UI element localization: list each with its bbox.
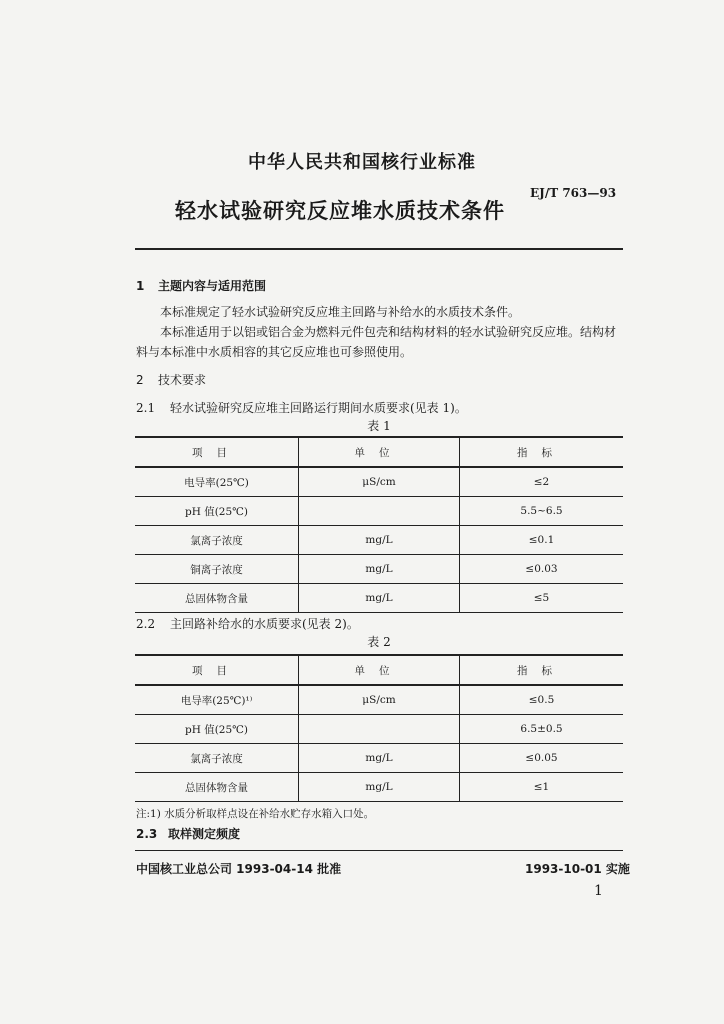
table-cell: μS/cm — [299, 685, 460, 715]
header-cell: 单位 — [299, 655, 460, 685]
table-cell — [299, 715, 460, 744]
table-row — [135, 584, 623, 613]
table-cell: 5.5~6.5 — [460, 497, 624, 526]
table-row — [135, 555, 623, 584]
table-row — [135, 467, 623, 497]
table-cell: 6.5±0.5 — [460, 715, 624, 744]
document-title: 轻水试验研究反应堆水质技术条件 — [175, 199, 505, 223]
table-cell: ≤0.05 — [460, 744, 624, 773]
section-1-para-2: 本标准适用于以铝或铝合金为燃料元件包壳和结构材料的轻水试验研究反应堆。结构材料与本标准中水质相容的其它反应堆也可参照使用。 — [136, 325, 617, 359]
table-cell: pH 值(25℃) — [135, 715, 299, 744]
table-row — [135, 744, 623, 773]
table-note: 注:1) 水质分析取样点设在补给水贮存水箱入口处。 — [136, 808, 375, 820]
table-cell: ≤2 — [460, 467, 624, 497]
header-rule — [135, 248, 623, 250]
subsection-2-1 — [136, 398, 626, 418]
subsection-text: 轻水试验研究反应堆主回路运行期间水质要求(见表 1)。 — [170, 401, 467, 415]
effective-date: 1993-10-01 实施 — [525, 862, 630, 876]
header-cell: 指标 — [460, 655, 624, 685]
table-row — [135, 497, 623, 526]
table-cell — [299, 497, 460, 526]
subsection-number: 2.2 — [136, 617, 156, 631]
table-cell: 铜离子浓度 — [135, 555, 299, 584]
table-1-caption: 表 1 — [367, 419, 391, 433]
header-cell: 单位 — [299, 437, 460, 467]
subsection-text: 主回路补给水的水质要求(见表 2)。 — [170, 617, 359, 631]
header-cell: 指标 — [460, 437, 624, 467]
subsection-number: 2.3 — [136, 827, 158, 841]
footer-rule — [135, 850, 623, 851]
table-cell: mg/L — [299, 555, 460, 584]
table-header-row — [135, 655, 623, 685]
table-row — [135, 715, 623, 744]
standard-number: EJ/T 763—93 — [530, 186, 617, 200]
table-cell: ≤0.5 — [460, 685, 624, 715]
table-cell: mg/L — [299, 773, 460, 802]
table-cell: 电导率(25℃)¹⁾ — [135, 685, 299, 715]
table-cell: μS/cm — [299, 467, 460, 497]
table-2-caption: 表 2 — [367, 635, 391, 649]
table-cell: 电导率(25℃) — [135, 467, 299, 497]
subsection-2-3-heading — [136, 825, 240, 842]
table-row — [135, 526, 623, 555]
table-cell: 氯离子浓度 — [135, 744, 299, 773]
table-1 — [135, 436, 623, 613]
section-title: 主题内容与适用范围 — [158, 279, 267, 293]
table-header-row — [135, 437, 623, 467]
table-2 — [135, 654, 623, 802]
table-cell: 总固体物含量 — [135, 584, 299, 613]
subsection-number: 2.1 — [136, 401, 156, 415]
table-row — [135, 773, 623, 802]
header-cell: 项目 — [135, 437, 299, 467]
table-cell: pH 值(25℃) — [135, 497, 299, 526]
section-2-heading — [136, 371, 206, 388]
table-cell: ≤0.1 — [460, 526, 624, 555]
table-cell: 总固体物含量 — [135, 773, 299, 802]
approval-info: 中国核工业总公司 1993-04-14 批准 — [136, 862, 342, 876]
section-title: 技术要求 — [158, 373, 207, 387]
header-cell: 项目 — [135, 655, 299, 685]
table-row — [135, 685, 623, 715]
section-number: 2 — [136, 373, 144, 387]
subsection-title: 取样测定频度 — [168, 827, 241, 841]
table-cell: mg/L — [299, 526, 460, 555]
table-cell: mg/L — [299, 744, 460, 773]
section-1-heading — [136, 277, 266, 294]
page-number: 1 — [594, 883, 603, 899]
table-cell: ≤1 — [460, 773, 624, 802]
table-cell: mg/L — [299, 584, 460, 613]
section-number: 1 — [136, 279, 145, 293]
table-cell: ≤5 — [460, 584, 624, 613]
subsection-2-2 — [136, 614, 626, 634]
section-1-para-1: 本标准规定了轻水试验研究反应堆主回路与补给水的水质技术条件。 — [160, 305, 521, 319]
organization-heading: 中华人民共和国核行业标准 — [248, 152, 476, 173]
table-cell: ≤0.03 — [460, 555, 624, 584]
table-cell: 氯离子浓度 — [135, 526, 299, 555]
